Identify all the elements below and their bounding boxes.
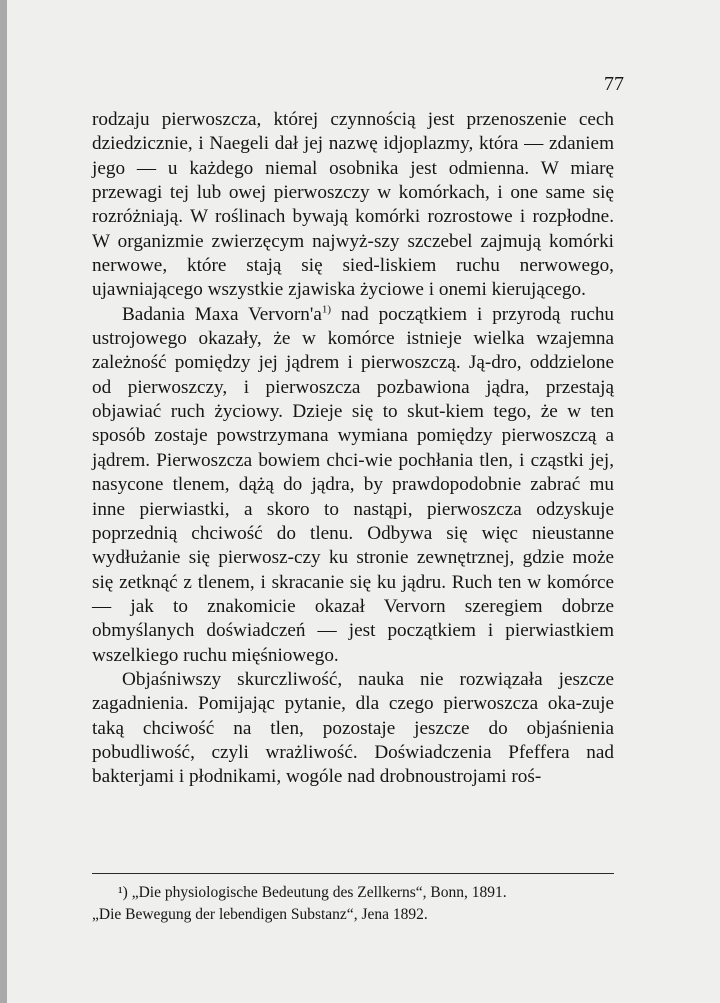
- footnote: [92, 882, 614, 926]
- text-line: liskiem ruchu nerwowego, ujawniającego wszystkie zjawiska: [92, 255, 614, 301]
- text-line: bakterjami i płodnikami, wogóle nad drobnoustrojami roś-: [92, 766, 542, 788]
- text-line: nad początkiem i przyrodą: [340, 303, 561, 325]
- text-line: dro, oddzielone od pierwoszczy, i pierwoszcza pozbawiona: [92, 352, 614, 398]
- text-line: kiem tego, że w ten sposób zostaje powstrzymana wymiana: [92, 401, 614, 447]
- footnote-reference: 1): [321, 303, 332, 316]
- binding-shadow: [0, 0, 7, 1003]
- text-line: Badania Maxa Vervorn'a: [122, 303, 322, 325]
- paragraph-1: [92, 108, 614, 303]
- text-line: ruchu ustrojowego okazały, że w komórce istnieje wielka: [92, 303, 615, 350]
- text-line: rodzaju pierwoszcza, której czynnością jest przenoszenie cech: [92, 109, 614, 130]
- text-line: znakomicie okazał Vervorn szeregiem dobrze obmyślanych: [92, 595, 614, 642]
- footnote-line: „Die Bewegung der lebendigen Substanz“, Jena 1892.: [92, 906, 428, 923]
- footnote-separator: [92, 873, 614, 874]
- text-line: pobudliwość, czyli wrażliwość. Doświadczenia Pfeffera nad: [92, 741, 614, 763]
- text-line: jądra, by prawdopodobnie zabrać mu inne pierwiastki, a skoro: [92, 474, 615, 520]
- text-line: życiowe i onemi kierującego.: [360, 279, 586, 301]
- text-line: czy ku stronie zewnętrznej, gdzie może się zetknąć z tlenem,: [92, 547, 614, 593]
- text-line: W miarę przewagi tej lub owej pierwoszczy w komórkach,: [92, 157, 614, 204]
- page-number: 77: [604, 73, 624, 95]
- text-line: tlenu. Odbywa się więc nieustanne wydłużanie się pierwosz-: [92, 522, 614, 569]
- text-line: to nastąpi, pierwoszcza odzyskuje poprzednią chciwość do: [92, 498, 614, 544]
- text-line: i skracanie się ku jądru. Ruch ten w komórce — jak to: [92, 571, 614, 617]
- footnote-line: [92, 882, 614, 904]
- text-line: zagadnienia. Pomijając pytanie, dla czego pierwoszcza oka-: [92, 693, 583, 715]
- footnote-text: „Die physiologische Bedeutung des Zellkerns“, Bonn, 1891.: [131, 884, 507, 901]
- text-line: i one same się rozróżniają. W roślinach bywają komórki: [92, 182, 614, 228]
- text-line: ruchu mięśniowego.: [183, 644, 339, 666]
- text-line: pomiędzy pierwoszczą a jądrem. Pierwoszcza bowiem chci-: [92, 425, 614, 471]
- paragraph-3: [92, 668, 614, 790]
- text-line: dziedzicznie, i Naegeli dał jej nazwę idjoplazmy, która —: [92, 133, 544, 155]
- text-line: szy szczebel zajmują komórki nerwowe, które stają się sied-: [92, 230, 614, 277]
- text-line: jądra, przestają objawiać ruch życiowy. Dzieje się to skut-: [92, 376, 614, 423]
- text-line: zuje taką chciwość na tlen, pozostaje jeszcze do objaśnienia: [92, 693, 614, 739]
- text-line: Objaśniwszy skurczliwość, nauka nie rozwiązała jeszcze: [122, 668, 614, 690]
- text-line: wie pochłania tlen, i cząstki jej, nasycone tlenem, dążą do: [92, 449, 615, 496]
- paragraph-2: [92, 303, 614, 668]
- main-text: [92, 108, 614, 790]
- text-line: rozrostowe i rozpłodne. W organizmie zwierzęcym najwyż-: [92, 206, 614, 252]
- text-line: zdaniem jego — u każdego niemal osobnika jest odmienna.: [92, 133, 614, 179]
- text-line: doświadczeń — jest początkiem i pierwiastkiem wszelkiego: [92, 620, 614, 666]
- text-line: wzajemna zależność pomiędzy jej jądrem i pierwoszczą. Ją-: [92, 328, 614, 374]
- footnote-marker: ¹): [118, 884, 128, 901]
